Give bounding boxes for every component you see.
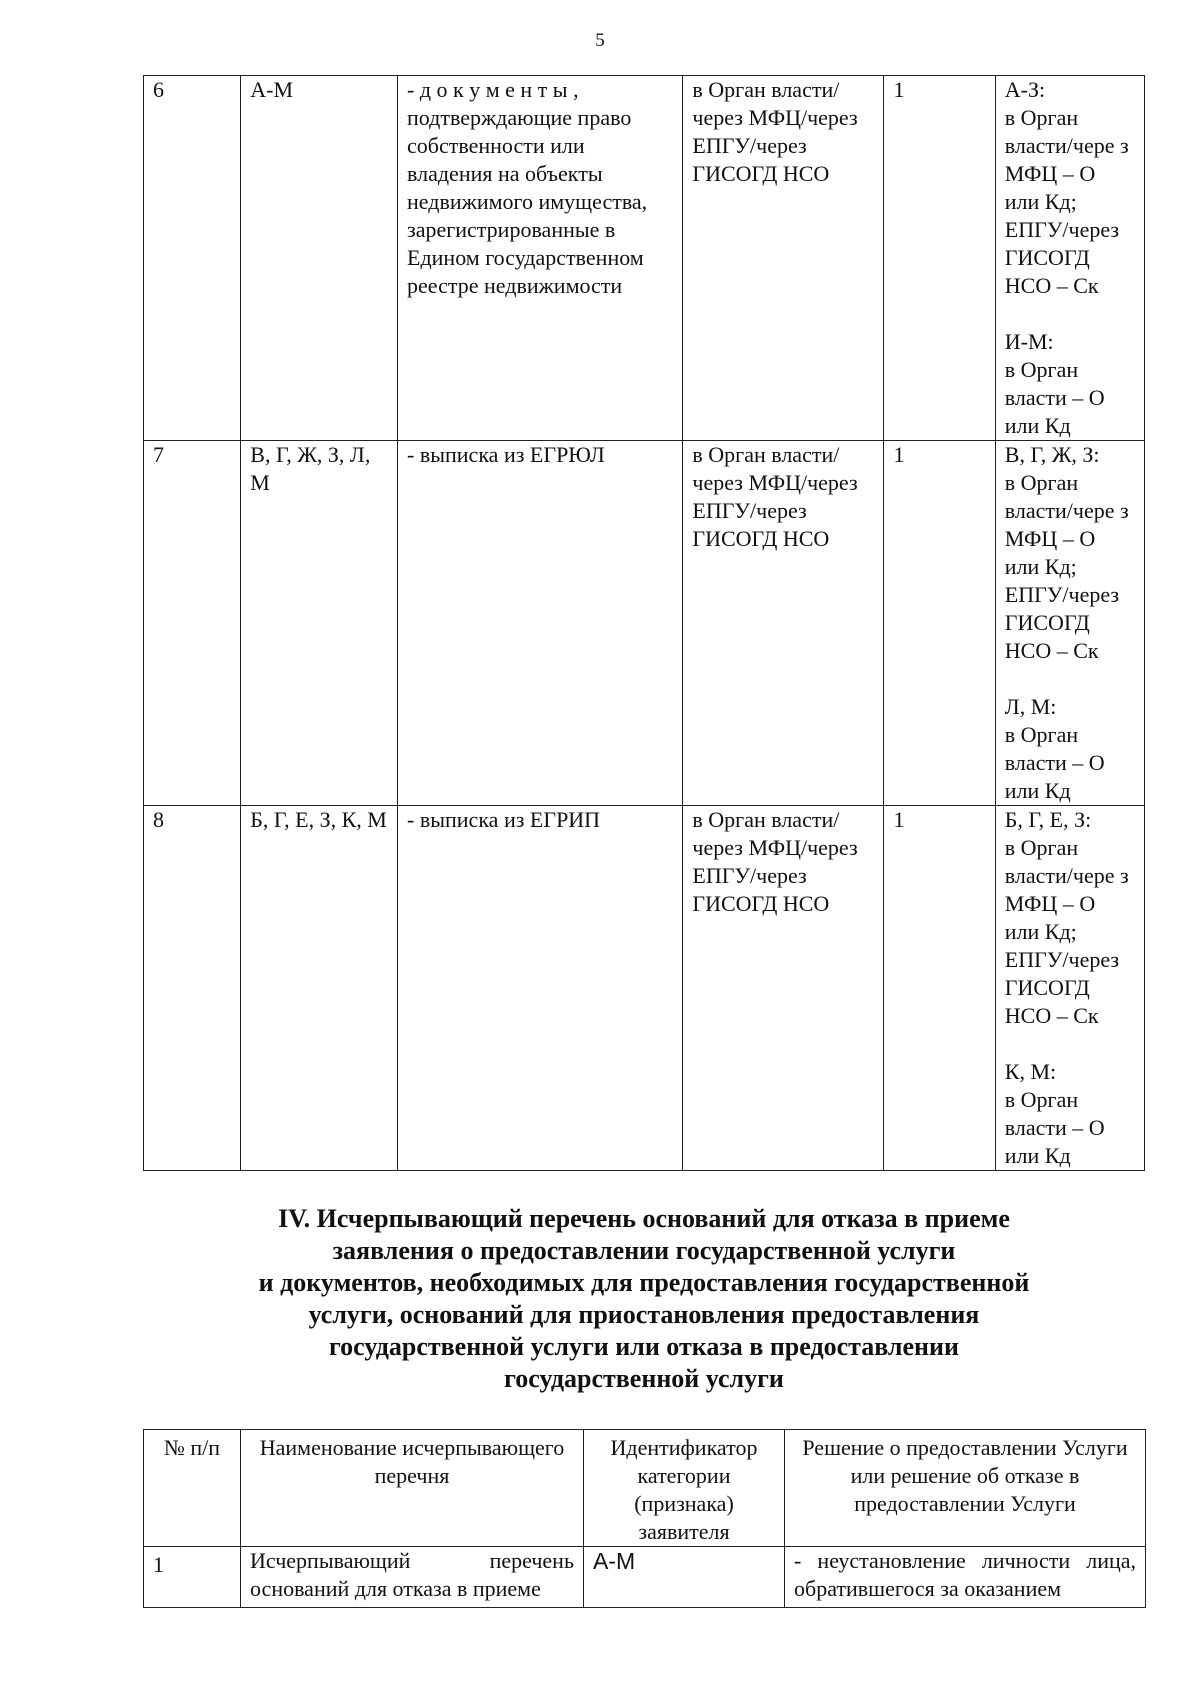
document-count: 1 [884,76,995,441]
table-header-row [144,1430,1146,1547]
list-name: Исчерпывающий перечень оснований для отказа в приеме [241,1547,584,1608]
applicant-category: А-М [241,76,398,441]
document-name: - выписка из ЕГРИП [398,806,683,1171]
submission-mode: А-З: в Орган власти/чере з МФЦ – О или Кд; ЕПГУ/через ГИСОГД НСО – Ск И-М: в Орган власти – О или Кд [995,76,1144,441]
heading-line: государственной услуги или отказа в предоставлении [328,1332,960,1361]
applicant-category: Б, Г, Е, З, К, М [241,806,398,1171]
column-header-decision: Решение о предоставлении Услуги или решение об отказе в предоставлении Услуги [785,1430,1146,1547]
applicant-category: В, Г, Ж, З, Л, М [241,441,398,806]
heading-line: IV. Исчерпывающий перечень оснований для отказа в приеме [278,1204,1010,1233]
table-row [144,441,1145,806]
submission-mode: Б, Г, Е, З: в Орган власти/чере з МФЦ – О или Кд; ЕПГУ/через ГИСОГД НСО – Ск К, М: в Орган власти – О или Кд [995,806,1144,1171]
heading-line: государственной услуги [504,1364,784,1393]
submission-place: в Орган власти/через МФЦ/через ЕПГУ/через ГИСОГД НСО [683,441,884,806]
table-row [144,806,1145,1171]
submission-mode: В, Г, Ж, З: в Орган власти/чере з МФЦ – О или Кд; ЕПГУ/через ГИСОГД НСО – Ск Л, М: в Орган власти – О или Кд [995,441,1144,806]
row-number: 7 [144,441,241,806]
document-name: - д о к у м е н т ы , подтверждающие право собственности или владения на объекты недвижимого имущества, зарегистрированные в Едином государственном реестре недвижимости [398,76,683,441]
section-heading [143,1203,1145,1395]
document-count: 1 [884,806,995,1171]
page-number: 5 [595,30,605,51]
submission-place: в Орган власти/через МФЦ/через ЕПГУ/через ГИСОГД НСО [683,806,884,1171]
submission-place: в Орган власти/через МФЦ/через ЕПГУ/через ГИСОГД НСО [683,76,884,441]
document-count: 1 [884,441,995,806]
table-row [144,76,1145,441]
documents-table [143,75,1145,1171]
heading-line: услуги, оснований для приостановления предоставления [308,1300,980,1329]
heading-line: и документов, необходимых для предоставления государственной [258,1268,1030,1297]
decision-text: - неустановление личности лица, обратившегося за оказанием [785,1547,1146,1608]
row-number: 8 [144,806,241,1171]
refusal-grounds-table [143,1429,1146,1608]
document-name: - выписка из ЕГРЮЛ [398,441,683,806]
table-row [144,1547,1146,1608]
row-number: 1 [144,1547,241,1608]
applicant-category: А-М [584,1547,785,1608]
column-header-name: Наименование исчерпывающего перечня [241,1430,584,1547]
heading-line: заявления о предоставлении государственной услуги [332,1236,956,1265]
column-header-number: № п/п [144,1430,241,1547]
column-header-category: Идентификатор категории (признака) заявителя [584,1430,785,1547]
row-number: 6 [144,76,241,441]
